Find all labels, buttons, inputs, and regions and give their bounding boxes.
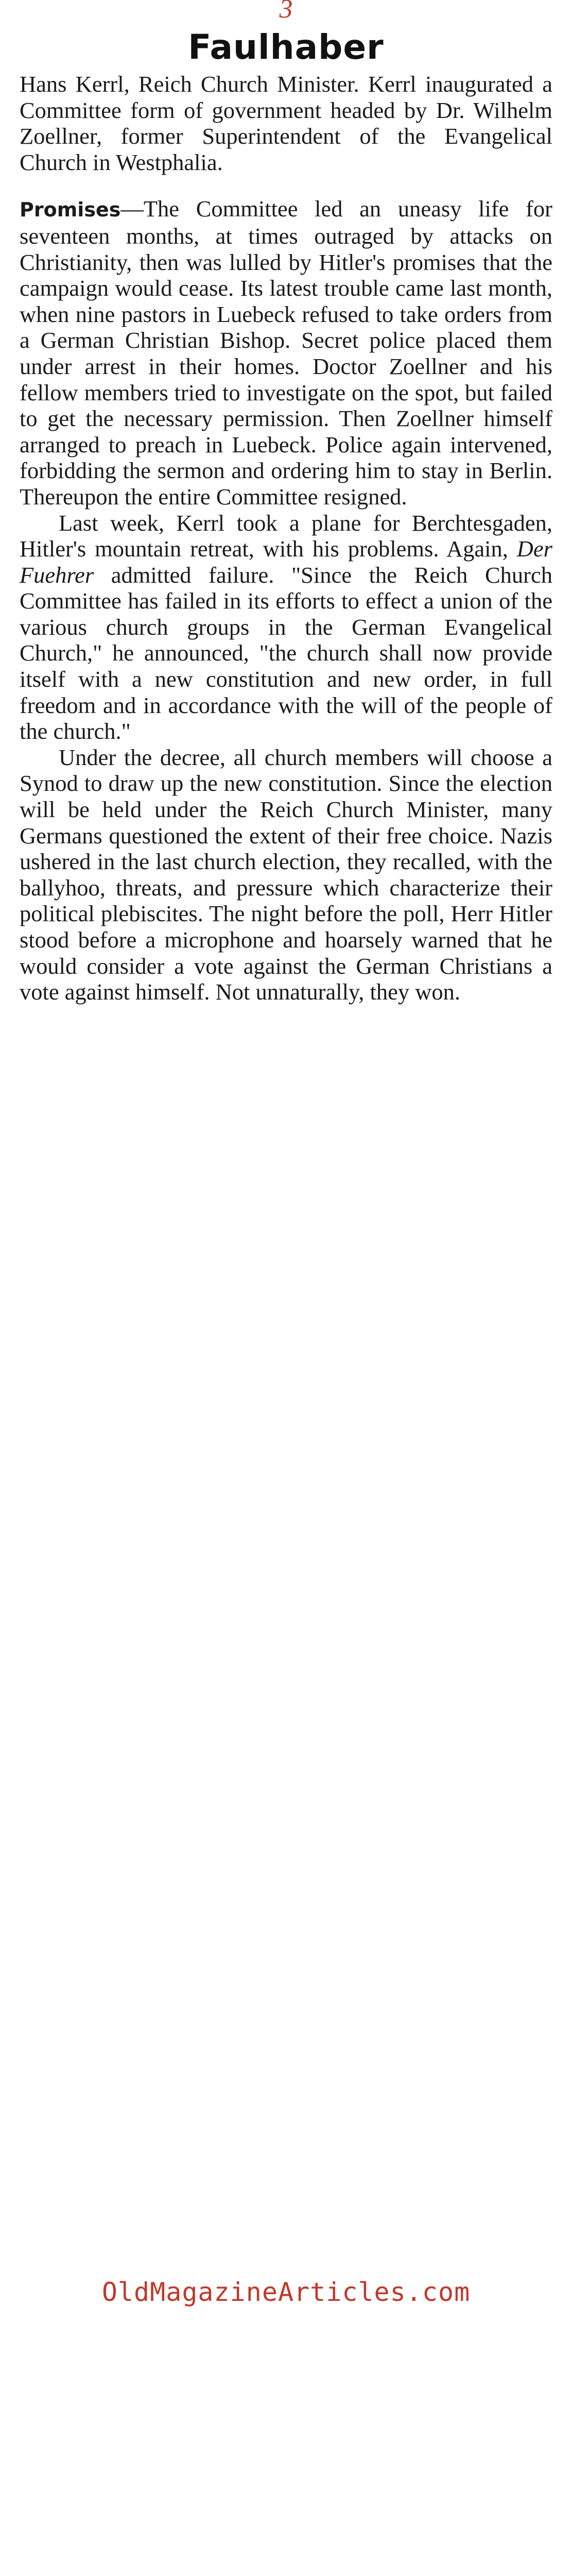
page-number: 3 [279,0,293,24]
article-title: Faulhaber [188,27,384,67]
paragraph-promises [20,196,552,510]
section-heading: Promises [20,198,121,222]
article-body [20,71,552,1005]
paragraph-kerrl-italic: Der Fuehrer [20,536,552,588]
watermark-link[interactable]: OldMagazineArticles.com [101,2277,471,2307]
intro-paragraph: Hans Kerrl, Reich Church Minister. Kerrl inaugurated a Committee form of government headed by Dr. Wilhelm Zoellner, former Superintendent of the Evangelical Church in Westphalia. [20,71,552,175]
paragraph-kerrl-text-1: Last week, Kerrl took a plane for Berchtesgaden, Hitler's mountain retreat, with his problems. Again, [20,510,552,562]
paragraph-kerrl [20,510,552,744]
paragraph-promises-text: —The Committee led an uneasy life for seventeen months, at times outraged by attacks on Christianity, then was lulled by Hitler's promises that the campaign would cease. Its latest trouble came last month, when nine pastors in Luebeck refused to take orders from a German Christian Bishop. Secret police placed them under arrest in their homes. Doctor Zoellner and his fellow members tried to investigate on the spot, but failed to get the necessary permission. Then Zoellner himself arranged to preach in Luebeck. Police again intervened, forbidding the sermon and ordering him to stay in Berlin. Thereupon the entire Committee resigned. [20,196,552,510]
paragraph-decree: Under the decree, all church members will choose a Synod to draw up the new constitution. Since the election will be held under the Reich Church Minister, many Germans questioned the extent of their free choice. Nazis ushered in the last church election, they recalled, with the ballyhoo, threats, and pressure which characterize their political plebiscites. The night before the poll, Herr Hitler stood before a microphone and hoarsely warned that he would consider a vote against the German Christians a vote against himself. Not unnaturally, they won. [20,744,552,1005]
paragraph-kerrl-text-2: admitted failure. "Since the Reich Church Committee has failed in its efforts to effect a union of the various church groups in the German Evangelical Church," he announced, "the church shall now provide itself with a new constitution and new order, in full freedom and in accordance with the will of the people of the church." [20,562,552,744]
